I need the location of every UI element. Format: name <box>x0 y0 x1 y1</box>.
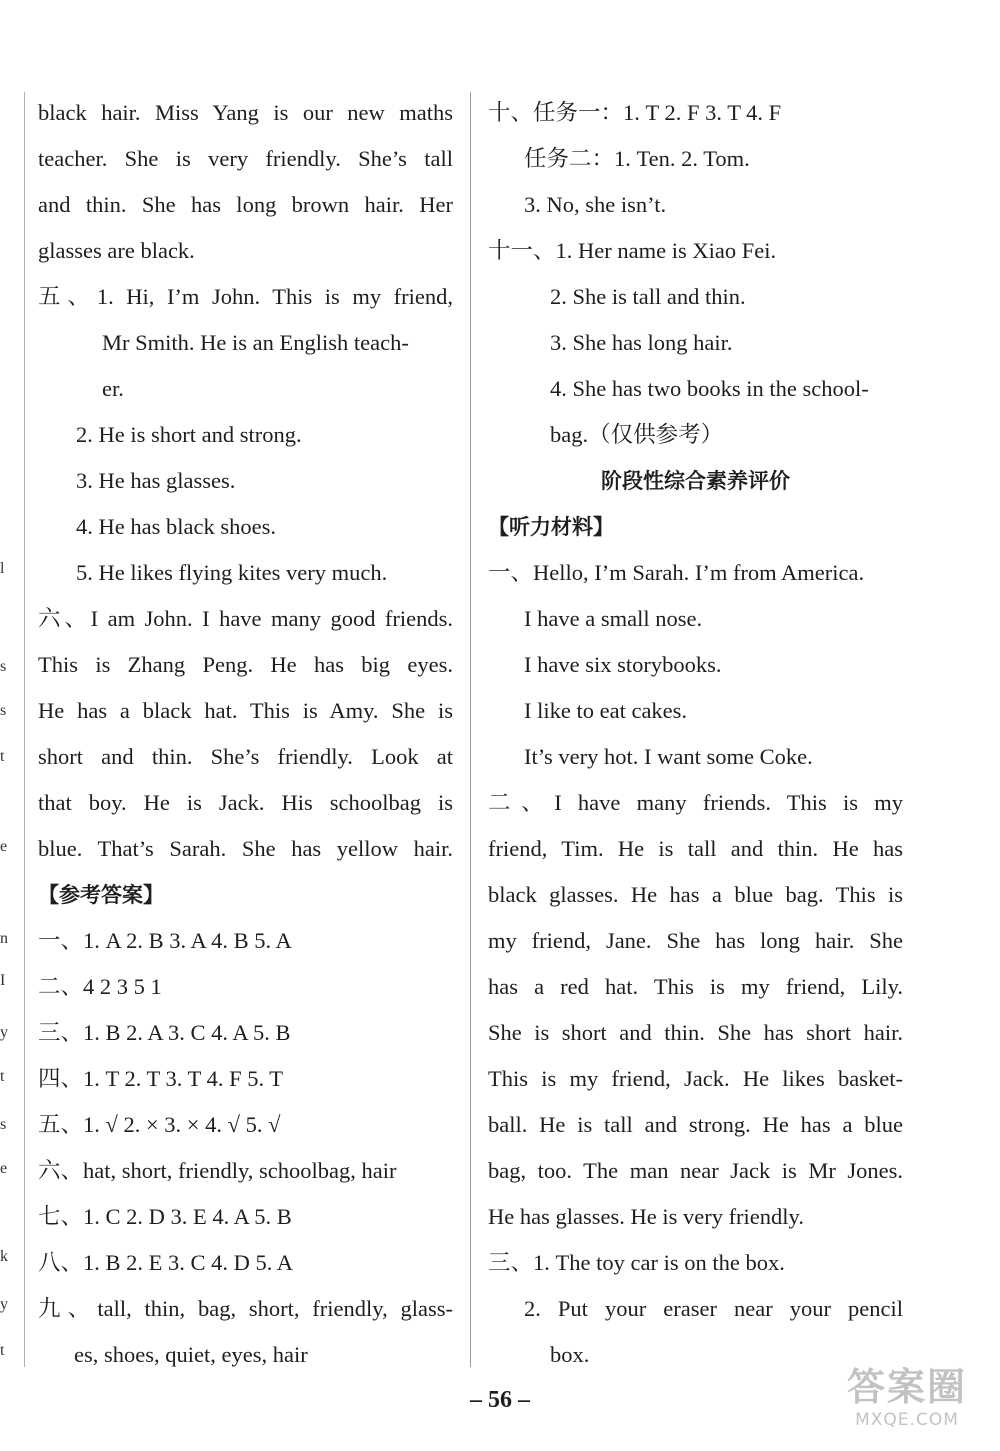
right-column-line: She is short and thin. She has short hair. <box>488 1020 903 1045</box>
watermark-logo-text: 答案圈 <box>846 1365 967 1409</box>
right-column-line: It’s very hot. I want some Coke. <box>524 744 813 769</box>
edge-fragment: t <box>0 1068 5 1085</box>
left-column-line: 3. He has glasses. <box>76 468 236 493</box>
right-column-line: has a red hat. This is my friend, Lily. <box>488 974 903 999</box>
right-column-line: 阶段性综合素养评价 <box>601 469 790 493</box>
right-column-line: 任务二：1. Ten. 2. Tom. <box>524 146 750 171</box>
right-column-line: He has glasses. He is very friendly. <box>488 1204 804 1229</box>
right-column-line: 4. She has two books in the school- <box>550 376 869 401</box>
right-column-line: 十一、1. Her name is Xiao Fei. <box>488 238 777 263</box>
right-column-line: I have a small nose. <box>524 606 703 631</box>
left-column-line: He has a black hat. This is Amy. She is <box>38 698 453 723</box>
edge-fragment: t <box>0 748 5 765</box>
left-column-line: 六、hat, short, friendly, schoolbag, hair <box>38 1158 397 1183</box>
right-column-line: I like to eat cakes. <box>524 698 688 723</box>
right-column-line: I have six storybooks. <box>524 652 722 677</box>
right-column-line: 2. Put your eraser near your pencil <box>524 1296 903 1321</box>
right-column-line: friend, Tim. He is tall and thin. He has <box>488 836 903 861</box>
left-column-line: 2. He is short and strong. <box>76 422 302 447</box>
right-column-line: black glasses. He has a blue bag. This is <box>488 882 903 907</box>
edge-fragment: s <box>0 658 7 675</box>
right-column-line: 【听力材料】 <box>488 515 614 539</box>
right-column-line: 二、I have many friends. This is my <box>488 790 903 815</box>
column-divider <box>470 92 471 1367</box>
edge-fragment: t <box>0 1342 5 1359</box>
left-column-line: er. <box>102 376 124 401</box>
left-column-line: teacher. She is very friendly. She’s tall <box>38 146 453 171</box>
right-text-column <box>488 90 903 1378</box>
edge-fragment: y <box>0 1296 8 1313</box>
left-column-line: 五、1. √ 2. × 3. × 4. √ 5. √ <box>38 1112 281 1137</box>
left-column-line: 三、1. B 2. A 3. C 4. A 5. B <box>38 1020 291 1045</box>
right-column-line: bag.（仅供参考） <box>550 422 724 447</box>
left-column-line: black hair. Miss Yang is our new maths <box>38 100 453 125</box>
left-column-line: es, shoes, quiet, eyes, hair <box>74 1342 308 1367</box>
right-column-line: ball. He is tall and strong. He has a blue <box>488 1112 903 1137</box>
edge-fragment: e <box>0 1160 8 1177</box>
left-column-line: 六、I am John. I have many good friends. <box>38 606 453 631</box>
edge-fragment: l <box>0 560 5 577</box>
right-column-line: 十、任务一：1. T 2. F 3. T 4. F <box>488 100 782 125</box>
left-column-line: 4. He has black shoes. <box>76 514 276 539</box>
right-column-line: 3. She has long hair. <box>550 330 733 355</box>
right-column-line: bag, too. The man near Jack is Mr Jones. <box>488 1158 903 1183</box>
left-column-line: glasses are black. <box>38 238 195 263</box>
left-column-line: Mr Smith. He is an English teach- <box>102 330 409 355</box>
left-column-line: 七、1. C 2. D 3. E 4. A 5. B <box>38 1204 292 1229</box>
edge-fragment: k <box>0 1248 8 1265</box>
right-column-line: 3. No, she isn’t. <box>524 192 667 217</box>
page-margin-line <box>24 92 25 1367</box>
edge-fragment: s <box>0 1116 7 1133</box>
page-number: – 56 – <box>470 1387 530 1413</box>
left-column-line: 八、1. B 2. E 3. C 4. D 5. A <box>38 1250 294 1275</box>
edge-fragment: I <box>0 972 6 989</box>
left-column-line: 一、1. A 2. B 3. A 4. B 5. A <box>38 928 292 953</box>
right-column-line: 三、1. The toy car is on the box. <box>488 1250 785 1275</box>
edge-fragment: n <box>0 930 8 947</box>
left-column-line: 九、tall, thin, bag, short, friendly, glass- <box>38 1296 453 1321</box>
left-column-line: 四、1. T 2. T 3. T 4. F 5. T <box>38 1066 284 1091</box>
right-column-line: box. <box>550 1342 590 1367</box>
right-column-line: my friend, Jane. She has long hair. She <box>488 928 903 953</box>
watermark-url: MXQE.COM <box>855 1410 959 1430</box>
left-column-line: and thin. She has long brown hair. Her <box>38 192 453 217</box>
right-column-line: 一、Hello, I’m Sarah. I’m from America. <box>488 560 865 585</box>
left-column-line: 二、4 2 3 5 1 <box>38 974 162 999</box>
left-text-column <box>38 90 453 1378</box>
edge-fragment: y <box>0 1024 8 1041</box>
edge-fragment: e <box>0 838 8 855</box>
left-column-line: This is Zhang Peng. He has big eyes. <box>38 652 453 677</box>
left-column-line: 【参考答案】 <box>38 883 164 907</box>
right-column-line: 2. She is tall and thin. <box>550 284 746 309</box>
left-column-line: 5. He likes flying kites very much. <box>76 560 388 585</box>
left-column-line: blue. That’s Sarah. She has yellow hair. <box>38 836 453 861</box>
left-column-line: that boy. He is Jack. His schoolbag is <box>38 790 453 815</box>
site-watermark <box>822 1365 992 1445</box>
left-column-line: short and thin. She’s friendly. Look at <box>38 744 453 769</box>
edge-fragment: s <box>0 702 7 719</box>
right-column-line: This is my friend, Jack. He likes basket- <box>488 1066 903 1091</box>
left-column-line: 五、1. Hi, I’m John. This is my friend, <box>38 284 453 309</box>
